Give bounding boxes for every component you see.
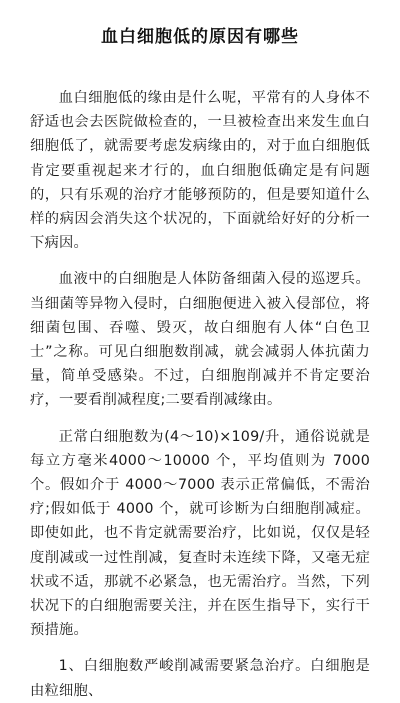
paragraph: 正常白细胞数为(4～10)×109/升，通俗说就是每立方毫米4000～10000 个，平均值则为 7000 个。假如介于 4000～7000 表示正常偏低，不需治疗;假如低于 4000 个，就可诊断为白细胞削减症。即使如此，也不肯定就需要治疗，比如说，仅仅是轻度削减或一过性削减，复查时未连续下降，又毫无症状或不适，那就不必紧急，也无需治疗。当然，下列状况下的白细胞需要关注，并在医生指导下，实行干预措施。 [30,428,370,639]
page-title: 血白细胞低的原因有哪些 [101,27,299,47]
article-body [30,86,370,703]
paragraph: 血白细胞低的缘由是什么呢，平常有的人身体不舒适也会去医院做检查的，一旦被检查出来发生血白细胞低了，就需要考虑发病缘由的，对于血白细胞低肯定要重视起来才行的，血白细胞低确定是有问题的，只有乐观的治疗才能够预防的，但是要知道什么样的病因会消失这个状况的，下面就给好好的分析一下病因。 [30,90,370,252]
paragraph: 血液中的白细胞是人体防备细菌入侵的巡逻兵。当细菌等异物入侵时，白细胞便进入被入侵部位，将细菌包围、吞噬、毁灭，故白细胞有人体“白色卫士”之称。可见白细胞数削减，就会减弱人体抗菌力量，简单受感染。不过，白细胞削减并不肯定要治疗，一要看削减程度;二要看削减缘由。 [30,271,370,409]
paragraph: 1、白细胞数严峻削减需要紧急治疗。白细胞是由粒细胞、 [30,658,370,699]
